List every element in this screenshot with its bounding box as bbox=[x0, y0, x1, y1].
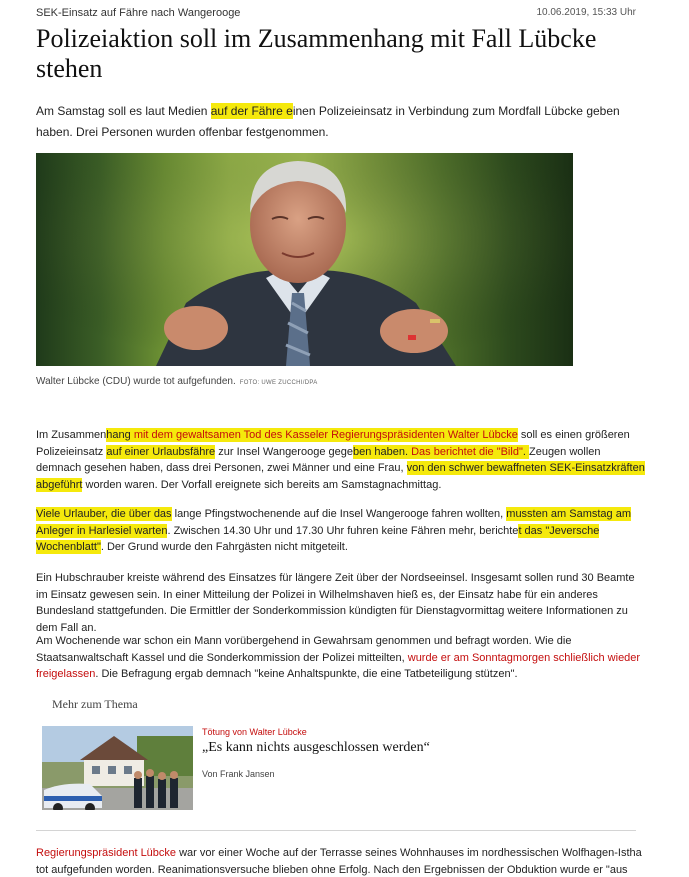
article-headline: Polizeiaktion soll im Zusammenhang mit Fall Lübcke stehen bbox=[36, 24, 597, 83]
highlight: t das "Jeversche Wochenblatt" bbox=[36, 524, 600, 554]
highlight: . bbox=[522, 445, 529, 458]
portrait-image bbox=[36, 153, 573, 366]
photo-credit: FOTO: UWE ZUCCHI/DPA bbox=[239, 380, 318, 386]
paragraph-4: Am Wochenende war schon ein Mann vorübergehend in Gewahrsam genommen und befragt worden. Wie die Staatsanwaltschaft Kassel und die Sonderkommission der Polizei mitteilten, wurde er am Sonntagmorgen schließlich wieder freigelassen. Die Befragung ergab demnach "keine Anhaltspunkte, die eine Tatbeteiligung stützen". bbox=[36, 635, 641, 681]
teaser-image[interactable] bbox=[42, 726, 193, 810]
teaser-kicker[interactable]: Tötung von Walter Lübcke bbox=[202, 727, 307, 737]
paragraph-5: Regierungspräsident Lübcke war vor einer Woche auf der Terrasse seines Wohnhauses im nordhessischen Wolfhagen-Istha tot aufgefunden worden. Reanimationsversuche blieben ohne Erfolg. Nach den Ergebnissen der Obduktion wurde er "aus bbox=[36, 847, 642, 876]
highlight: mussten am Samstag am Anleger in Harlesiel warten bbox=[36, 508, 631, 537]
house-police-image bbox=[42, 726, 193, 810]
highlight: von den schwer bewaffneten SEK-Einsatzkräften abgeführt bbox=[36, 462, 645, 491]
article-link[interactable]: wurde er am Sonntagmorgen schließlich wieder freigelassen bbox=[36, 651, 641, 681]
highlighted-link[interactable]: Das berichtet die "Bild" bbox=[411, 445, 523, 458]
article-kicker: SEK-Einsatz auf Fähre nach Wangerooge bbox=[36, 7, 241, 19]
article-photo bbox=[36, 153, 573, 366]
related-article-teaser[interactable] bbox=[42, 726, 632, 810]
highlighted-link[interactable]: mit dem gewaltsamen Tod des Kasseler Regierungspräsidenten Walter Lübcke bbox=[133, 429, 518, 441]
highlight: auf einer Urlaubsfähre bbox=[106, 445, 216, 458]
paragraph-3: Ein Hubschrauber kreiste während des Einsatzes für längere Zeit über der Nordseeinsel. Insgesamt sollen rund 30 Beamte im Einsatz gewesen sein. In einer Mitteilung der Polizei in Wilhelmshaven hieß es, der Einsatz habe für ein anderes Bundesland stattgefunden. Die Ermittler der Sonderkommission kündigten für Dienstagvormittag weitere Informationen zu dem Fall an. bbox=[36, 572, 635, 634]
section-divider bbox=[36, 830, 636, 831]
article-link[interactable]: Regierungspräsident Lübcke bbox=[36, 847, 177, 859]
highlight: Viele Urlauber, die über das bbox=[36, 508, 172, 520]
teaser-headline[interactable]: „Es kann nichts ausgeschlossen werden“ bbox=[202, 740, 430, 755]
paragraph-2: Viele Urlauber, die über das lange Pfingstwochenende auf die Insel Wangerooge fahren wollten, mussten am Samstag am Anleger in Harlesiel warten. Zwischen 14.30 Uhr und 17.30 Uhr fuhren keine Fähren mehr, berichtet das "Jeversche Wochenblatt". Der Grund wurde den Fahrgästen nicht mitgeteilt. bbox=[36, 508, 631, 554]
article-date: 10.06.2019, 15:33 Uhr bbox=[536, 7, 636, 18]
highlight: hang bbox=[106, 429, 134, 441]
teaser-author: Von Frank Jansen bbox=[202, 769, 275, 779]
highlight: ben haben. bbox=[352, 445, 412, 458]
paragraph-1: Im Zusammenhang mit dem gewaltsamen Tod des Kasseler Regierungspräsidenten Walter Lübcke soll es einen größeren Polizeieinsatz auf einer Urlaubsfähre zur Insel Wangerooge gegeben haben. Das berichtet die "Bild". Zeugen wollen demnach gesehen haben, dass drei Personen, zwei Männer und eine Frau, von den schwer bewaffneten SEK-Einsatzkräften abgeführt worden waren. Der Vorfall ereignete sich bereits am Samstagnachmittag. bbox=[36, 429, 645, 491]
article-lead: Am Samstag soll es laut Medien auf der Fähre einen Polizeieinsatz in Verbindung zum Mordfall Lübcke geben haben. Drei Personen wurden offenbar festgenommen. bbox=[36, 104, 620, 139]
photo-caption: Walter Lübcke (CDU) wurde tot aufgefunden. FOTO: UWE ZUCCHI/DPA bbox=[36, 376, 318, 387]
related-section-title: Mehr zum Thema bbox=[52, 697, 138, 711]
highlight: auf der Fähre e bbox=[210, 104, 293, 118]
